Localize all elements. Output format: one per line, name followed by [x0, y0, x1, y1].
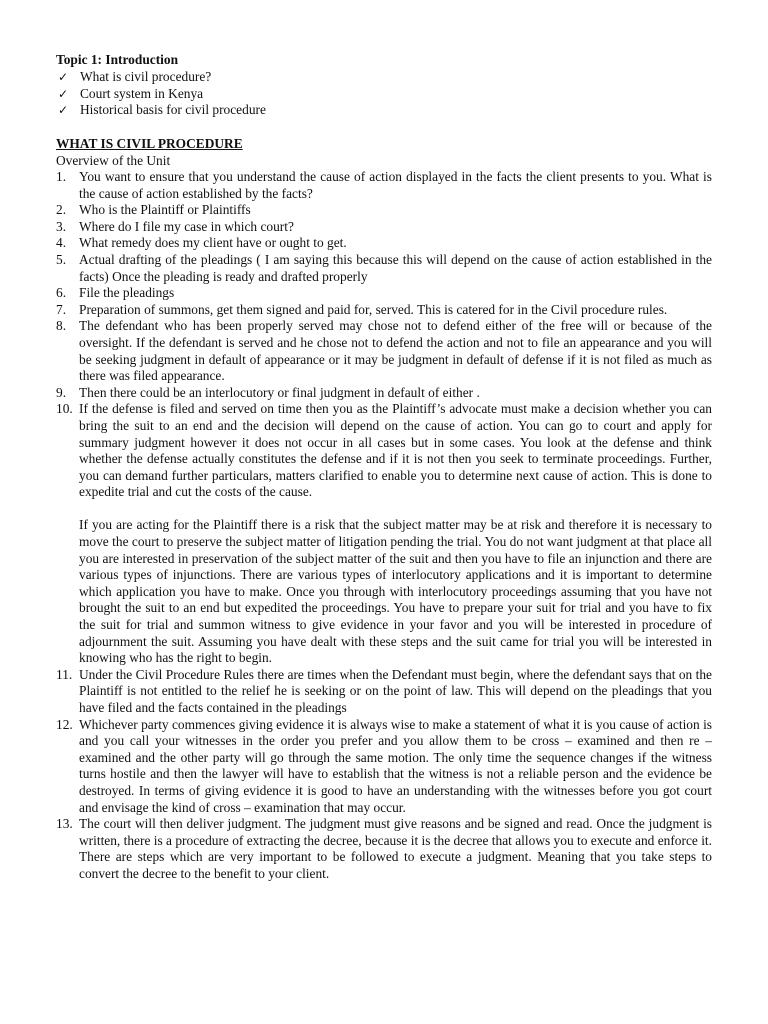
list-item [56, 235, 712, 252]
item-text: File the pleadings [79, 285, 175, 301]
list-item [56, 202, 712, 219]
item-number: 10. [56, 401, 73, 417]
item-text: What remedy does my client have or ought to get. [79, 235, 347, 251]
checklist-item-label: Court system in Kenya [80, 85, 204, 101]
item-text: The defendant who has been properly served may chose not to defend either of the free will or because of the oversight. If the defendant is served and he chose not to defend the action and not to file an appearance and you will be seeking judgment in default of appearance or it may be judgment in default of defense if it is not filed as much as there was filed appearance. [79, 318, 712, 384]
item-text: Then there could be an interlocutory or final judgment in default of either . [79, 384, 480, 400]
item-number: 6. [56, 285, 67, 301]
checklist-item [56, 69, 266, 86]
item-text: Preparation of summons, get them signed and paid for, served. This is catered for in the Civil procedure rules. [79, 301, 668, 317]
checkmark-icon: ✓ [58, 86, 69, 101]
checklist-item-label: Historical basis for civil procedure [80, 102, 266, 118]
item-number: 3. [56, 218, 67, 234]
list-item [56, 302, 712, 319]
item-number: 11. [56, 666, 73, 682]
item-text: Where do I file my case in which court? [79, 218, 294, 234]
list-item [56, 252, 712, 285]
item-text: Actual drafting of the pleadings ( I am saying this because this will depend on the cause of action established in the facts) Once the pleading is ready and drafted properly [79, 251, 712, 284]
checklist-item [56, 86, 266, 103]
item-text: Who is the Plaintiff or Plaintiffs [79, 202, 251, 218]
checklist-item-label: What is civil procedure? [80, 69, 212, 84]
list-item [56, 401, 712, 667]
item-number: 4. [56, 235, 67, 251]
overview-label: Overview of the Unit [56, 153, 171, 168]
item-number: 13. [56, 816, 73, 832]
procedure-steps-list [56, 169, 712, 883]
item-number: 12. [56, 716, 73, 732]
item-number: 1. [56, 169, 67, 184]
list-item [56, 385, 712, 402]
item-text: If you are acting for the Plaintiff there is a risk that the subject matter may be at risk and therefore it is necessary to move the court to preserve the subject matter of litigation pending the trial. You do not want judgment at that place all you are interested in preservation of the subject matter of the suit and then you have to file an injunction and there are various types of injunctions. There are various types of interlocutory applications and it is important to determine which application you have to make. Once you through with interlocutory proceedings assuming that you have not brought the suit to an end but expedited the proceedings. You have to prepare your suit for trial and you have to fix the suit for trial and summon witness to give evidence in your favor and you will be interested in procedure of adjournment the suit. Assuming you have dealt with these steps and the suit came for trial you will be interested in knowing who has the right to begin. [79, 517, 712, 666]
item-number: 5. [56, 251, 67, 267]
item-text: You want to ensure that you understand the cause of action displayed in the facts the client presents to you. What is the cause of action established by the facts? [79, 169, 712, 201]
item-number: 8. [56, 318, 67, 334]
list-item [56, 169, 712, 202]
item-text: If the defense is filed and served on time then you as the Plaintiff’s advocate must make a decision whether you can bring the suit to an end and the decision will depend on the cause of action. You can go to court and apply for summary judgment however it does not occur in all cases but in some cases. You look at the defense and think whether the defense actually constitutes the defense and if it is not then you seek to terminate proceedings. Further, you can demand further particulars, matters clarified to enable you to determine next cause of action. This is done to expedite trial and cut the costs of the cause. [79, 401, 712, 500]
list-item [56, 816, 712, 882]
list-item [56, 667, 712, 717]
item-text: Under the Civil Procedure Rules there are times when the Defendant must begin, where the defendant says that on the Plaintiff is not entitled to the relief he is seeking or on the point of law. This will depend on the pleadings that you have filed and the facts contained in the pleadings [79, 666, 712, 715]
checklist-item [56, 102, 266, 119]
item-number: 7. [56, 301, 67, 317]
item-number: 2. [56, 202, 67, 218]
topic-checklist [56, 69, 266, 119]
list-item [56, 219, 712, 236]
item-number: 9. [56, 384, 67, 400]
checkmark-icon: ✓ [58, 103, 69, 118]
item-text: Whichever party commences giving evidence it is always wise to make a statement of what it is you cause of action is and you call your witnesses in the order you prefer and you allow them to be cross – examined and then re – examined and the other party will go through the same motion. The only time the sequence changes if the witness turns hostile and then the lawyer will have to establish that the witness is not a reliable person and the evidence be destroyed. In terms of giving evidence it is good to have an understanding with the witnesses before you got court and envisage the kind of cross – examination that may occur. [79, 716, 712, 815]
topic-title: Topic 1: Introduction [56, 52, 179, 67]
list-item [56, 318, 712, 384]
item-text: The court will then deliver judgment. The judgment must give reasons and be signed and read. Once the judgment is written, there is a procedure of extracting the decree, because it is the decree that allows you to execute and enforce it. There are steps which are very important to be followed to execute a judgment. Meaning that you take steps to convert the decree to the benefit to your client. [79, 816, 712, 881]
list-item [56, 717, 712, 817]
list-item [56, 285, 712, 302]
checkmark-icon: ✓ [58, 70, 69, 84]
section-heading: WHAT IS CIVIL PROCEDURE [56, 136, 243, 151]
